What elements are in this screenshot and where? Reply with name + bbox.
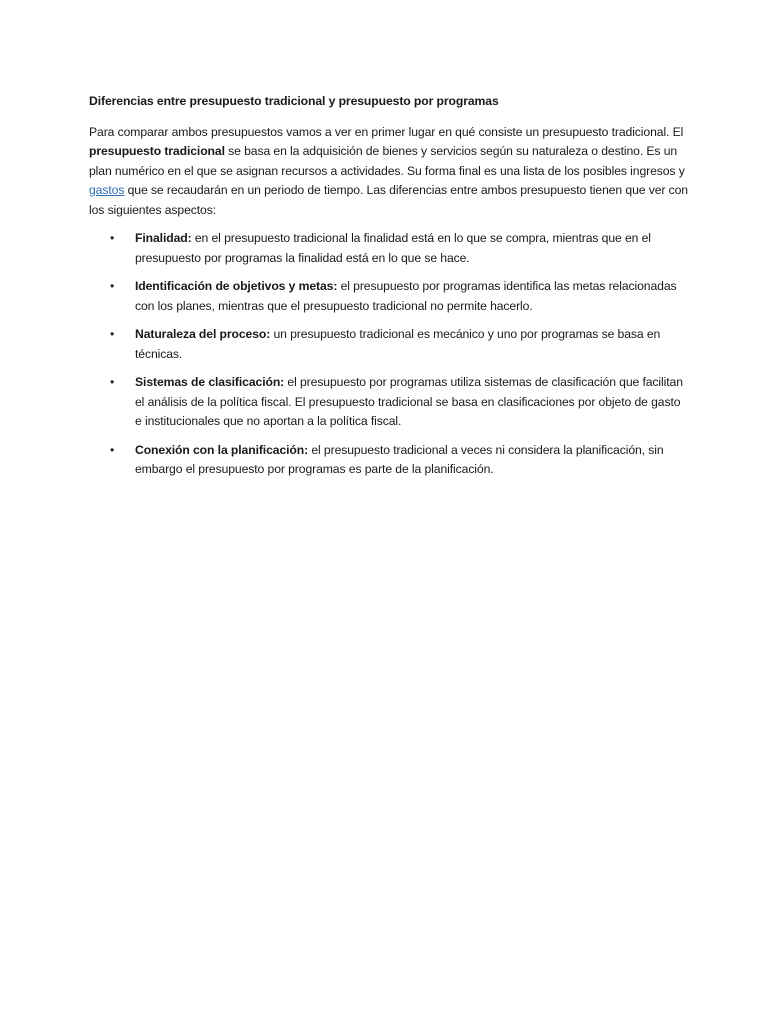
list-item: [89, 229, 689, 268]
item-term: Sistemas de clasificación:: [135, 375, 285, 389]
list-item: [89, 441, 689, 480]
bullet-icon: •: [110, 231, 115, 245]
list-item: [89, 373, 689, 432]
list-item: [89, 277, 689, 316]
bullet-icon: •: [110, 279, 115, 293]
intro-text-2: se basa en la adquisición de bienes y servicios según su naturaleza o destino. Es un plan numérico en el que se asignan recursos a actividades. Su forma final es una lista de los posibles ingresos y: [89, 144, 685, 178]
item-term: Identificación de objetivos y metas:: [135, 279, 338, 293]
intro-text-3: que se recaudarán en un periodo de tiempo. Las diferencias entre ambos presupuesto tienen que ver con los siguientes aspectos:: [89, 183, 688, 217]
item-term: Conexión con la planificación:: [135, 442, 309, 457]
bullet-icon: •: [110, 442, 115, 457]
item-text: el presupuesto por programas identifica las metas relacionadas con los planes, mientras que el presupuesto tradicional no permite hacerlo.: [135, 279, 677, 313]
list-item: [89, 325, 689, 364]
item-text: el presupuesto tradicional a veces ni considera la planificación, sin embargo el presupuesto por programas es parte de la planificación.: [135, 442, 664, 476]
item-term: Naturaleza del proceso:: [135, 327, 271, 341]
bullet-icon: •: [110, 375, 115, 389]
intro-bold-term: presupuesto tradicional: [89, 144, 225, 158]
intro-text-1: Para comparar ambos presupuestos vamos a ver en primer lugar en qué consiste un presupuesto tradicional. El: [89, 124, 684, 139]
item-term: Finalidad:: [135, 231, 192, 245]
document-title: Diferencias entre presupuesto tradicional y presupuesto por programas: [89, 94, 499, 108]
document-page: [89, 92, 689, 489]
gastos-link[interactable]: gastos: [89, 183, 125, 197]
item-text: el presupuesto por programas utiliza sistemas de clasificación que facilitan el análisis de la política fiscal. El presupuesto tradicional se basa en clasificaciones por objeto de gasto e institucionales que no aportan a la política fiscal.: [135, 375, 683, 428]
item-text: un presupuesto tradicional es mecánico y uno por programas se basa en técnicas.: [135, 327, 661, 361]
differences-list: [89, 229, 689, 480]
intro-paragraph: [89, 123, 689, 221]
item-text: en el presupuesto tradicional la finalidad está en lo que se compra, mientras que en el presupuesto por programas la finalidad está en lo que se hace.: [135, 231, 651, 265]
bullet-icon: •: [110, 327, 115, 341]
